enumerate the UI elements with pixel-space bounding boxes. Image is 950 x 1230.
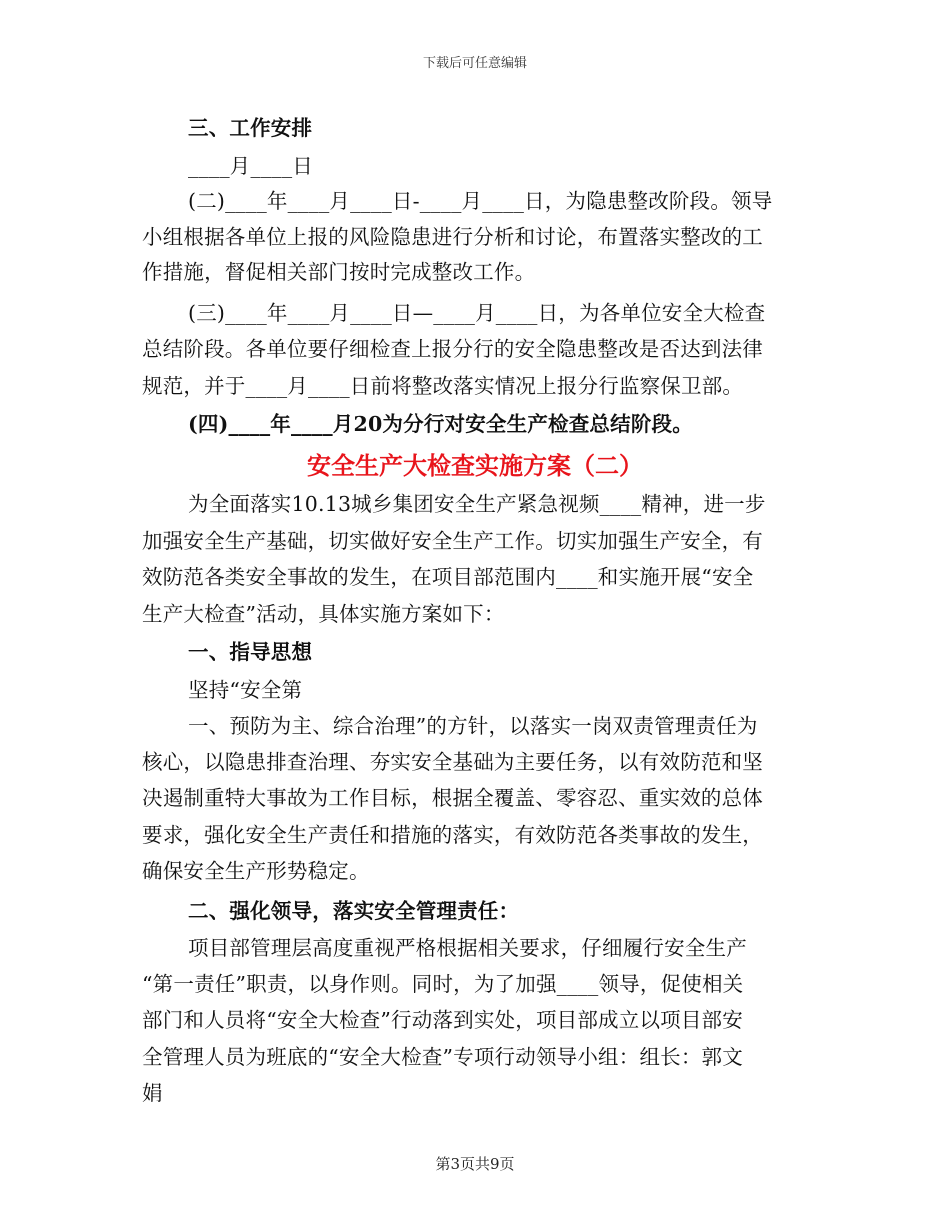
paragraph-line: 全管理人员为班底的“安全大检查”专项行动领导小组：组长：郭文 bbox=[142, 1045, 743, 1069]
paragraph-line: 小组根据各单位上报的风险隐患进行分析和讨论，布置落实整改的工 bbox=[142, 225, 763, 249]
paragraph-line: 决遏制重特大事故为工作目标，根据全覆盖、零容忍、重实效的总体 bbox=[142, 786, 763, 810]
page-number: 第3页共9页 bbox=[435, 1155, 515, 1173]
paragraph-line: 一、预防为主、综合治理”的方针，以落实一岗双责管理责任为 bbox=[188, 714, 758, 738]
paragraph-line: 项目部管理层高度重视严格根据相关要求，仔细履行安全生产 bbox=[188, 936, 747, 960]
heading-strengthen-leadership: 二、强化领导，落实安全管理责任： bbox=[188, 899, 520, 923]
paragraph-line: 生产大检查”活动，具体实施方案如下： bbox=[142, 602, 505, 626]
paragraph-line: 确保安全生产形势稳定。 bbox=[142, 859, 370, 883]
paragraph-line: “第一责任”职责，以身作则。同时，为了加强____领导，促使相关 bbox=[142, 972, 744, 996]
paragraph-line: 部门和人员将“安全大检查”行动落到实处，项目部成立以项目部安 bbox=[142, 1008, 743, 1032]
heading-work-arrangement: 三、工作安排 bbox=[188, 116, 313, 140]
paragraph-line: 总结阶段。各单位要仔细检查上报分行的安全隐患整改是否达到法律 bbox=[142, 337, 763, 361]
paragraph-line: 效防范各类安全事故的发生，在项目部范围内____和实施开展“安全 bbox=[142, 565, 754, 589]
paragraph-line: 娟 bbox=[142, 1081, 163, 1105]
heading-guiding-ideology: 一、指导思想 bbox=[188, 640, 313, 664]
bold-paragraph: (四)____年____月20为分行对安全生产检查总结阶段。 bbox=[188, 412, 693, 436]
paragraph-line: ____月____日 bbox=[188, 154, 313, 178]
paragraph-line: 规范，并于____月____日前将整改落实情况上报分行监察保卫部。 bbox=[142, 374, 744, 398]
paragraph-line: (三)____年____月____日—____月____日，为各单位安全大检查 bbox=[188, 301, 766, 325]
paragraph-line: 作措施，督促相关部门按时完成整改工作。 bbox=[142, 260, 536, 284]
paragraph-line: 核心，以隐患排查治理、夯实安全基础为主要任务，以有效防范和坚 bbox=[142, 750, 763, 774]
paragraph-line: 要求，强化安全生产责任和措施的落实，有效防范各类事故的发生， bbox=[142, 823, 763, 847]
section-title: 安全生产大检查实施方案（二） bbox=[307, 451, 643, 480]
paragraph-line: 坚持“安全第 bbox=[188, 678, 303, 702]
page-header-note: 下载后可任意编辑 bbox=[422, 56, 527, 71]
paragraph-line: (二)____年____月____日-____月____日，为隐患整改阶段。领导 bbox=[188, 189, 773, 213]
paragraph-line: 加强安全生产基础，切实做好安全生产工作。切实加强生产安全，有 bbox=[142, 529, 763, 553]
paragraph-line: 为全面落实10.13城乡集团安全生产紧急视频____精神，进一步 bbox=[188, 492, 766, 516]
